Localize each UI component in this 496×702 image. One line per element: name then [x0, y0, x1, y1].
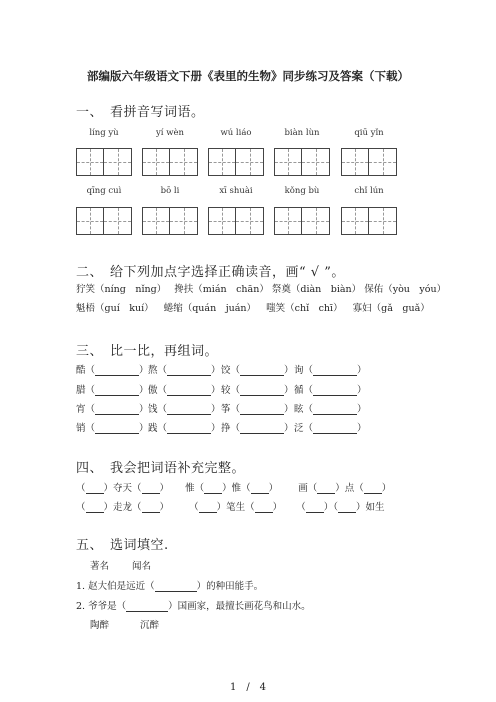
question-text: ）国画家，最擅长画花鸟和山水。 [168, 601, 311, 612]
writing-grid-box[interactable] [142, 148, 198, 176]
writing-grid-box[interactable] [142, 207, 198, 235]
tianzige-cell[interactable] [170, 149, 197, 175]
answer-blank[interactable] [95, 414, 139, 415]
tianzige-cell[interactable] [77, 149, 104, 175]
paren: （ [85, 385, 96, 396]
idiom-text: ） [159, 483, 170, 494]
paren: ） [357, 385, 367, 396]
tianzige-cell[interactable] [369, 208, 396, 234]
tianzige-cell[interactable] [143, 208, 170, 234]
pinyin-label: qīng cuì [86, 186, 122, 196]
paren: ） [357, 404, 367, 415]
idiom-text: ）笔生（ [216, 502, 255, 513]
answer-blank[interactable] [306, 512, 324, 513]
paren: （ [157, 385, 168, 396]
writing-grid-box[interactable] [76, 207, 132, 235]
idiom-line-2 [76, 499, 385, 513]
compare-item [221, 420, 294, 434]
idiom-text: （ [76, 502, 86, 513]
paren: （ [85, 404, 96, 415]
idiom-text: ） [381, 483, 392, 494]
pinyin-label: qiū yǐn [354, 128, 384, 138]
compare-char: 宵 [76, 404, 86, 415]
tianzige-cell[interactable] [170, 208, 197, 234]
paren: ） [139, 385, 149, 396]
answer-blank[interactable] [199, 512, 217, 513]
paren: （ [303, 423, 314, 434]
question-text: ）的种田能手。 [196, 581, 264, 592]
paren: （ [230, 423, 241, 434]
idiom-text: （ [189, 502, 199, 513]
answer-blank[interactable] [86, 493, 104, 494]
answer-blank[interactable] [240, 395, 284, 396]
word-option: 著名 [90, 561, 110, 572]
compare-char: 践 [148, 423, 158, 434]
tianzige-cell[interactable] [342, 149, 369, 175]
tianzige-cell[interactable] [236, 208, 263, 234]
answer-blank[interactable] [338, 512, 356, 513]
compare-char: 筝 [221, 404, 231, 415]
compare-item [294, 382, 367, 396]
idiom-text: ） [268, 483, 279, 494]
document-title: 部编版六年级语文下册《表里的生物》同步练习及答案（下载） [87, 69, 409, 83]
answer-blank[interactable] [95, 375, 139, 376]
paren: ） [284, 404, 294, 415]
answer-blank[interactable] [142, 493, 160, 494]
section-2-heading: 二、 给下列加点字选择正确读音，画“ √ ”。 [76, 265, 345, 280]
compare-item [221, 382, 294, 396]
compare-item [294, 401, 367, 415]
reading-line-1 [76, 281, 446, 295]
reading-item: 搀扶（mián chān） [174, 284, 269, 295]
compare-char: 泛 [294, 423, 304, 434]
word-option: 沉醉 [140, 620, 160, 631]
idiom-text: ） [159, 502, 170, 513]
answer-blank[interactable] [167, 433, 211, 434]
compare-item [294, 420, 367, 434]
answer-blank[interactable] [317, 493, 335, 494]
paren: ） [139, 365, 149, 376]
compare-item [148, 401, 221, 415]
pinyin-label: wú liáo [220, 128, 252, 138]
paren: ） [211, 365, 221, 376]
compare-char: 傲 [148, 385, 158, 396]
compare-item [221, 401, 294, 415]
tianzige-cell[interactable] [275, 149, 302, 175]
paren: （ [230, 385, 241, 396]
answer-blank[interactable] [167, 414, 211, 415]
idiom-text: 惟（ [185, 483, 205, 494]
answer-blank[interactable] [240, 433, 284, 434]
paren: ） [357, 365, 367, 376]
word-option: 陶醉 [90, 620, 110, 631]
idiom-text: ）惟（ [222, 483, 251, 494]
answer-blank[interactable] [95, 433, 139, 434]
idiom-text: （ [296, 502, 306, 513]
compare-char: 饯 [148, 404, 158, 415]
tianzige-cell[interactable] [302, 149, 329, 175]
answer-blank[interactable] [204, 493, 222, 494]
section-5-heading: 五、 选词填空. [76, 538, 169, 553]
paren: ） [284, 423, 294, 434]
idiom-text: 画（ [298, 483, 318, 494]
compare-item [148, 420, 221, 434]
idiom-text: ）如生 [356, 502, 385, 513]
writing-grid-box[interactable] [274, 207, 330, 235]
question-2 [76, 598, 311, 612]
word-option: 闻名 [132, 561, 152, 572]
paren: ） [284, 385, 294, 396]
answer-blank[interactable] [126, 611, 168, 612]
reading-item: 保佑（yòu yóu） [364, 284, 447, 295]
question-1 [76, 578, 263, 592]
tianzige-cell[interactable] [209, 149, 236, 175]
paren: ） [211, 385, 221, 396]
answer-blank[interactable] [364, 493, 382, 494]
tianzige-cell[interactable] [236, 149, 263, 175]
compare-item [76, 420, 149, 434]
compare-char: 较 [221, 385, 231, 396]
compare-item [221, 362, 294, 376]
compare-char: 腊 [76, 385, 86, 396]
answer-blank[interactable] [313, 433, 357, 434]
compare-char: 饺 [221, 365, 231, 376]
compare-char: 酷 [76, 365, 86, 376]
answer-blank[interactable] [86, 512, 104, 513]
question-text: 2. 爷爷是（ [76, 601, 127, 612]
tianzige-cell[interactable] [143, 149, 170, 175]
section-1-heading: 一、 看拼音写词语。 [76, 105, 205, 120]
compare-item [76, 362, 149, 376]
pinyin-label: kǒng bù [284, 186, 320, 196]
answer-blank[interactable] [313, 375, 357, 376]
question-text: 1. 赵大伯是远近（ [76, 581, 155, 592]
answer-blank[interactable] [313, 395, 357, 396]
answer-blank[interactable] [95, 395, 139, 396]
idiom-text: ）走龙（ [103, 502, 142, 513]
tianzige-cell[interactable] [104, 208, 131, 234]
compare-item [76, 401, 149, 415]
idiom-text: （ [76, 483, 86, 494]
writing-grid-box[interactable] [76, 148, 132, 176]
compare-char: 眩 [294, 404, 304, 415]
answer-blank[interactable] [251, 493, 269, 494]
writing-grid-box[interactable] [208, 148, 264, 176]
reading-line-2 [76, 300, 430, 314]
answer-blank[interactable] [240, 375, 284, 376]
pinyin-label: xī shuài [219, 186, 253, 196]
paren: （ [230, 404, 241, 415]
reading-item: 狞笑（níng nǐng） [76, 284, 167, 295]
answer-blank[interactable] [142, 512, 160, 513]
writing-grid-box[interactable] [341, 148, 397, 176]
reading-item: 嗤笑（chǐ chī） [266, 303, 343, 314]
tianzige-cell[interactable] [275, 208, 302, 234]
tianzige-cell[interactable] [209, 208, 236, 234]
compare-item [148, 382, 221, 396]
writing-grid-box[interactable] [341, 207, 397, 235]
answer-blank[interactable] [155, 591, 197, 592]
paren: ） [211, 423, 221, 434]
paren: ） [284, 365, 294, 376]
paren: ） [357, 423, 367, 434]
paren: （ [157, 423, 168, 434]
section-3-heading: 三、 比一比，再组词。 [76, 344, 219, 359]
compare-char: 循 [294, 385, 304, 396]
paren: （ [85, 423, 96, 434]
reading-item: 蜷缩（quán juán） [163, 303, 257, 314]
compare-item [148, 362, 221, 376]
pinyin-label: yí wèn [155, 128, 184, 138]
idiom-text: ） [272, 502, 283, 513]
answer-blank[interactable] [255, 512, 273, 513]
paren: （ [157, 365, 168, 376]
answer-blank[interactable] [313, 414, 357, 415]
paren: ） [211, 404, 221, 415]
paren: （ [85, 365, 96, 376]
paren: ） [139, 423, 149, 434]
idiom-text: ）夺天（ [103, 483, 142, 494]
tianzige-cell[interactable] [342, 208, 369, 234]
paren: （ [303, 404, 314, 415]
reading-item: 寡妇（gǎ guǎ） [352, 303, 430, 314]
answer-blank[interactable] [167, 375, 211, 376]
paren: ） [139, 404, 149, 415]
pinyin-label: biàn lùn [284, 128, 320, 138]
pinyin-label: bō li [160, 186, 180, 196]
answer-blank[interactable] [167, 395, 211, 396]
writing-grid-box[interactable] [208, 207, 264, 235]
reading-item: 魁梧（guí kuí） [76, 303, 154, 314]
compare-char: 挣 [221, 423, 231, 434]
writing-grid-box[interactable] [274, 148, 330, 176]
compare-item [76, 382, 149, 396]
pinyin-label: chǐ lún [354, 186, 384, 196]
tianzige-cell[interactable] [302, 208, 329, 234]
idiom-line-1 [76, 480, 391, 494]
tianzige-cell[interactable] [369, 149, 396, 175]
paren: （ [303, 385, 314, 396]
idiom-text: ）点（ [335, 483, 364, 494]
paren: （ [157, 404, 168, 415]
page-number: 1 / 4 [229, 682, 267, 693]
compare-char: 销 [76, 423, 86, 434]
compare-item [294, 362, 367, 376]
idiom-text: ）（ [323, 502, 338, 513]
reading-item: 祭奠（diàn biàn） [271, 284, 362, 295]
tianzige-cell[interactable] [104, 149, 131, 175]
answer-blank[interactable] [240, 414, 284, 415]
compare-char: 询 [294, 365, 304, 376]
tianzige-cell[interactable] [77, 208, 104, 234]
compare-char: 熬 [148, 365, 158, 376]
pinyin-label: líng yù [89, 128, 119, 138]
paren: （ [303, 365, 314, 376]
section-4-heading: 四、 我会把词语补充完整。 [76, 461, 246, 476]
paren: （ [230, 365, 241, 376]
